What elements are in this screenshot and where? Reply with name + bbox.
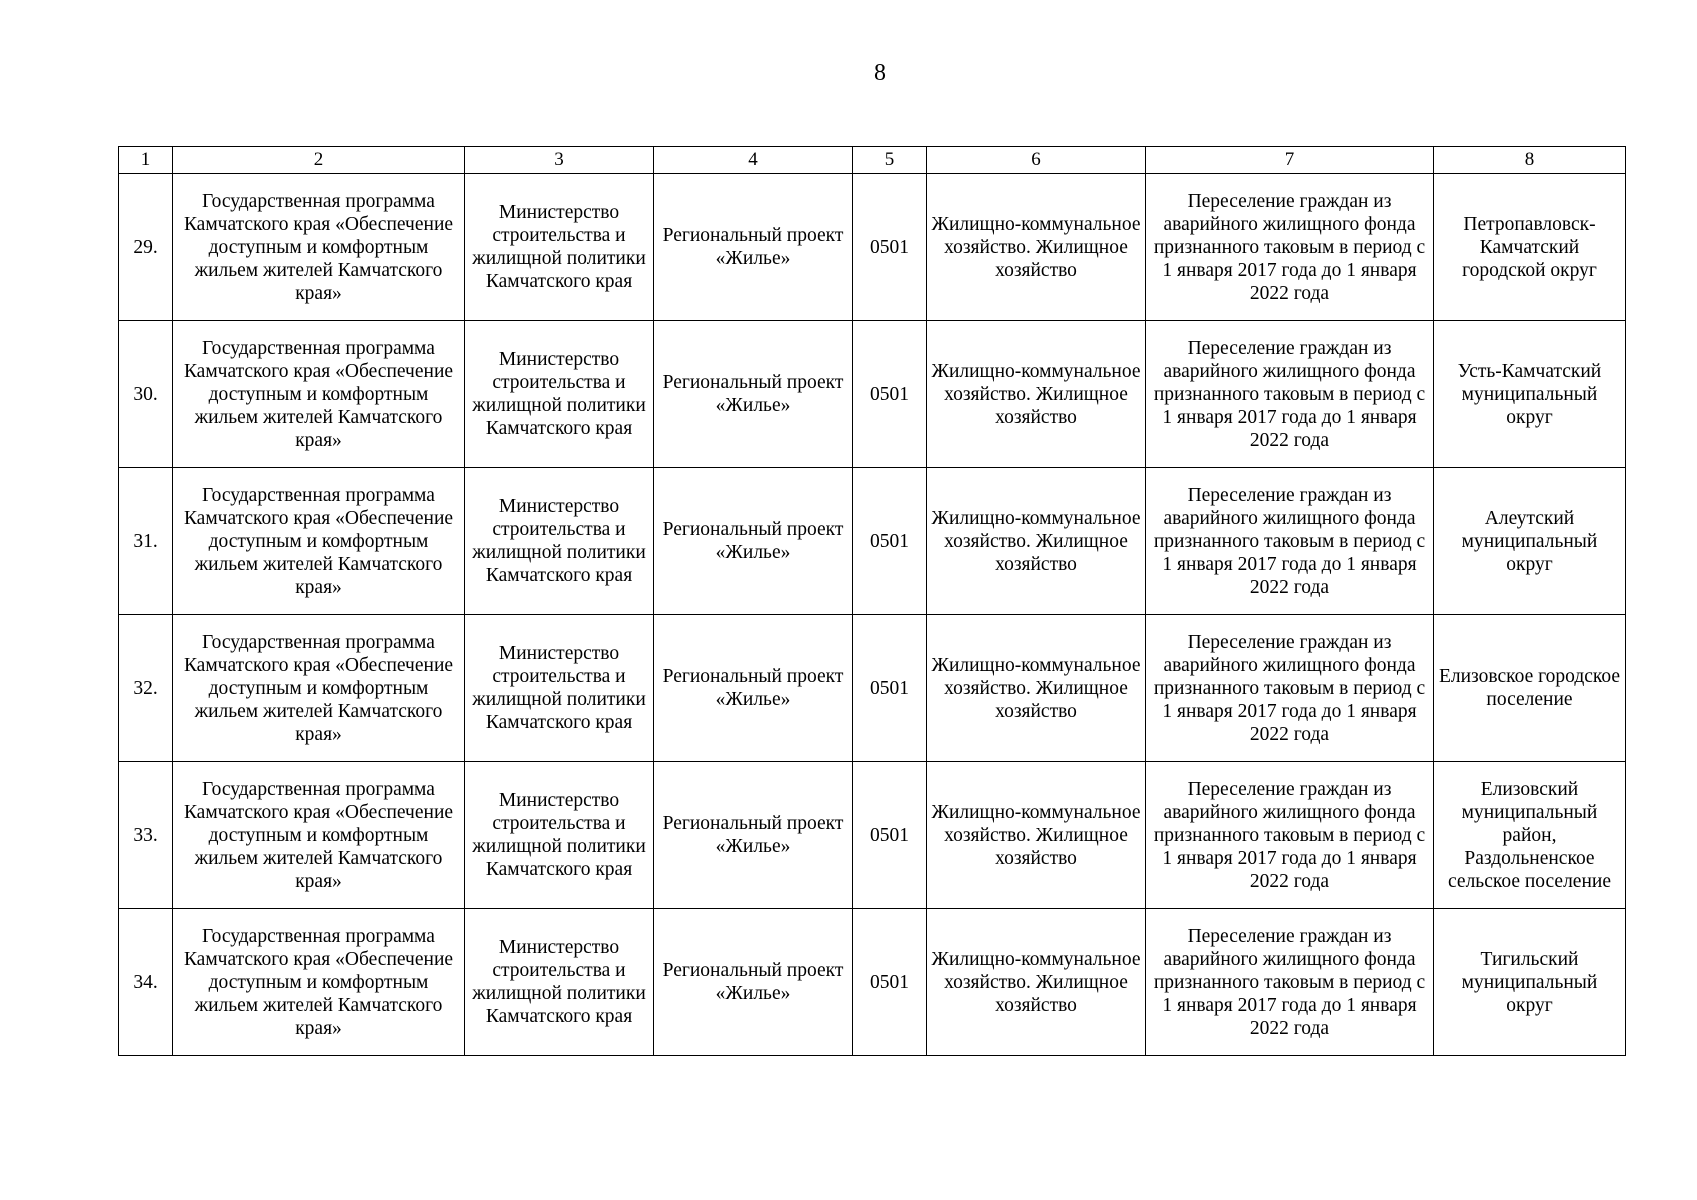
purpose-cell: Переселение граждан из аварийного жилищного фонда признанного таковым в период с 1 января 2017 года до 1 января 2022 года	[1146, 615, 1434, 762]
municipality-cell: Елизовское городское поселение	[1434, 615, 1626, 762]
row-number: 31.	[119, 468, 173, 615]
purpose-cell: Переселение граждан из аварийного жилищного фонда признанного таковым в период с 1 января 2017 года до 1 января 2022 года	[1146, 468, 1434, 615]
column-header: 3	[465, 147, 654, 174]
program-cell: Государственная программа Камчатского края «Обеспечение доступным и комфортным жильем жителей Камчатского края»	[173, 468, 465, 615]
row-number: 33.	[119, 762, 173, 909]
municipality-cell: Тигильский муниципальный округ	[1434, 909, 1626, 1056]
program-cell: Государственная программа Камчатского края «Обеспечение доступным и комфортным жильем жителей Камчатского края»	[173, 909, 465, 1056]
project-cell: Региональный проект «Жилье»	[654, 762, 853, 909]
table-row	[119, 174, 1626, 321]
column-header: 8	[1434, 147, 1626, 174]
table-row	[119, 321, 1626, 468]
row-number: 29.	[119, 174, 173, 321]
column-header: 5	[853, 147, 927, 174]
code-cell: 0501	[853, 321, 927, 468]
project-cell: Региональный проект «Жилье»	[654, 468, 853, 615]
municipality-cell: Елизовский муниципальный район, Раздольненское сельское поселение	[1434, 762, 1626, 909]
ministry-cell: Министерство строительства и жилищной политики Камчатского края	[465, 321, 654, 468]
sector-cell: Жилищно-коммунальное хозяйство. Жилищное хозяйство	[927, 321, 1146, 468]
column-header: 7	[1146, 147, 1434, 174]
ministry-cell: Министерство строительства и жилищной политики Камчатского края	[465, 615, 654, 762]
ministry-cell: Министерство строительства и жилищной политики Камчатского края	[465, 909, 654, 1056]
table-row	[119, 762, 1626, 909]
purpose-cell: Переселение граждан из аварийного жилищного фонда признанного таковым в период с 1 января 2017 года до 1 января 2022 года	[1146, 174, 1434, 321]
table-row	[119, 468, 1626, 615]
row-number: 32.	[119, 615, 173, 762]
program-cell: Государственная программа Камчатского края «Обеспечение доступным и комфортным жильем жителей Камчатского края»	[173, 174, 465, 321]
column-header: 1	[119, 147, 173, 174]
data-table	[118, 146, 1626, 1056]
code-cell: 0501	[853, 762, 927, 909]
municipality-cell: Усть-Камчатский муниципальный округ	[1434, 321, 1626, 468]
table-row	[119, 615, 1626, 762]
program-cell: Государственная программа Камчатского края «Обеспечение доступным и комфортным жильем жителей Камчатского края»	[173, 321, 465, 468]
municipality-cell: Алеутский муниципальный округ	[1434, 468, 1626, 615]
row-number: 30.	[119, 321, 173, 468]
code-cell: 0501	[853, 615, 927, 762]
project-cell: Региональный проект «Жилье»	[654, 909, 853, 1056]
ministry-cell: Министерство строительства и жилищной политики Камчатского края	[465, 174, 654, 321]
page-number: 8	[874, 60, 886, 86]
purpose-cell: Переселение граждан из аварийного жилищного фонда признанного таковым в период с 1 января 2017 года до 1 января 2022 года	[1146, 909, 1434, 1056]
program-cell: Государственная программа Камчатского края «Обеспечение доступным и комфортным жильем жителей Камчатского края»	[173, 615, 465, 762]
ministry-cell: Министерство строительства и жилищной политики Камчатского края	[465, 762, 654, 909]
sector-cell: Жилищно-коммунальное хозяйство. Жилищное хозяйство	[927, 909, 1146, 1056]
column-header: 6	[927, 147, 1146, 174]
table-row	[119, 909, 1626, 1056]
purpose-cell: Переселение граждан из аварийного жилищного фонда признанного таковым в период с 1 января 2017 года до 1 января 2022 года	[1146, 762, 1434, 909]
sector-cell: Жилищно-коммунальное хозяйство. Жилищное хозяйство	[927, 174, 1146, 321]
column-header: 4	[654, 147, 853, 174]
project-cell: Региональный проект «Жилье»	[654, 174, 853, 321]
row-number: 34.	[119, 909, 173, 1056]
project-cell: Региональный проект «Жилье»	[654, 615, 853, 762]
sector-cell: Жилищно-коммунальное хозяйство. Жилищное хозяйство	[927, 468, 1146, 615]
code-cell: 0501	[853, 468, 927, 615]
table-header-row	[119, 147, 1626, 174]
code-cell: 0501	[853, 174, 927, 321]
program-cell: Государственная программа Камчатского края «Обеспечение доступным и комфортным жильем жителей Камчатского края»	[173, 762, 465, 909]
ministry-cell: Министерство строительства и жилищной политики Камчатского края	[465, 468, 654, 615]
project-cell: Региональный проект «Жилье»	[654, 321, 853, 468]
municipality-cell: Петропавловск-Камчатский городской округ	[1434, 174, 1626, 321]
sector-cell: Жилищно-коммунальное хозяйство. Жилищное хозяйство	[927, 615, 1146, 762]
code-cell: 0501	[853, 909, 927, 1056]
sector-cell: Жилищно-коммунальное хозяйство. Жилищное хозяйство	[927, 762, 1146, 909]
column-header: 2	[173, 147, 465, 174]
purpose-cell: Переселение граждан из аварийного жилищного фонда признанного таковым в период с 1 января 2017 года до 1 января 2022 года	[1146, 321, 1434, 468]
